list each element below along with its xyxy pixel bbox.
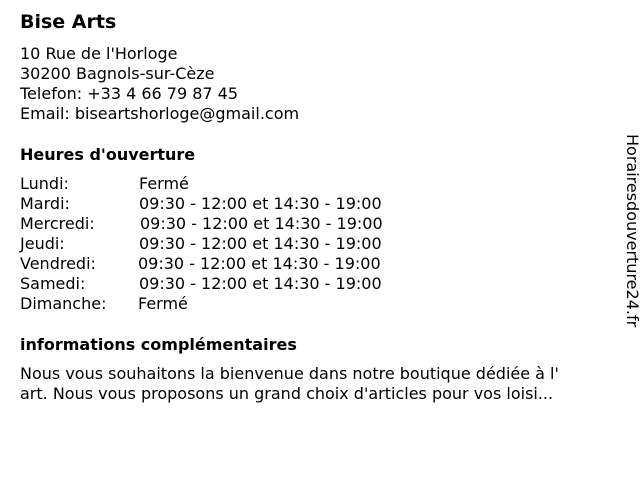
- email-line: Email: biseartshorloge@gmail.com: [20, 104, 300, 123]
- site-watermark: Horairesdouverture24.fr: [623, 134, 642, 328]
- hours-time: 09:30 - 12:00 et 14:30 - 19:00: [140, 214, 383, 233]
- phone-line: Telefon: +33 4 66 79 87 45: [20, 84, 239, 103]
- hours-row-sunday: [20, 294, 440, 314]
- hours-row-saturday: [20, 274, 440, 294]
- address-city: 30200 Bagnols-sur-Cèze: [20, 64, 215, 83]
- additional-info-heading: informations complémentaires: [20, 335, 297, 354]
- hours-row-monday: [20, 174, 440, 194]
- hours-day: Mercredi:: [20, 214, 95, 233]
- hours-day: Lundi:: [20, 174, 69, 193]
- hours-day: Dimanche:: [20, 294, 107, 313]
- hours-row-wednesday: [20, 214, 440, 234]
- description-line: Nous vous souhaitons la bienvenue dans notre boutique dédiée à l': [20, 364, 559, 383]
- address-street: 10 Rue de l'Horloge: [20, 44, 178, 63]
- hours-time: Fermé: [139, 174, 189, 193]
- description-line: art. Nous vous proposons un grand choix d'articles pour vos loisi...: [20, 384, 554, 403]
- opening-hours-list: [20, 174, 440, 314]
- opening-hours-heading: Heures d'ouverture: [20, 145, 196, 164]
- hours-day: Jeudi:: [20, 234, 65, 253]
- hours-day: Samedi:: [20, 274, 86, 293]
- hours-time: 09:30 - 12:00 et 14:30 - 19:00: [139, 234, 382, 253]
- hours-time: 09:30 - 12:00 et 14:30 - 19:00: [139, 194, 382, 213]
- hours-row-tuesday: [20, 194, 440, 214]
- hours-time: 09:30 - 12:00 et 14:30 - 19:00: [139, 274, 382, 293]
- hours-row-thursday: [20, 234, 440, 254]
- hours-row-friday: [20, 254, 440, 274]
- business-description: [20, 364, 610, 404]
- business-name: Bise Arts: [20, 11, 117, 33]
- hours-time: 09:30 - 12:00 et 14:30 - 19:00: [138, 254, 381, 273]
- contact-block: [20, 44, 299, 124]
- hours-day: Vendredi:: [20, 254, 96, 273]
- hours-time: Fermé: [138, 294, 188, 313]
- hours-day: Mardi:: [20, 194, 70, 213]
